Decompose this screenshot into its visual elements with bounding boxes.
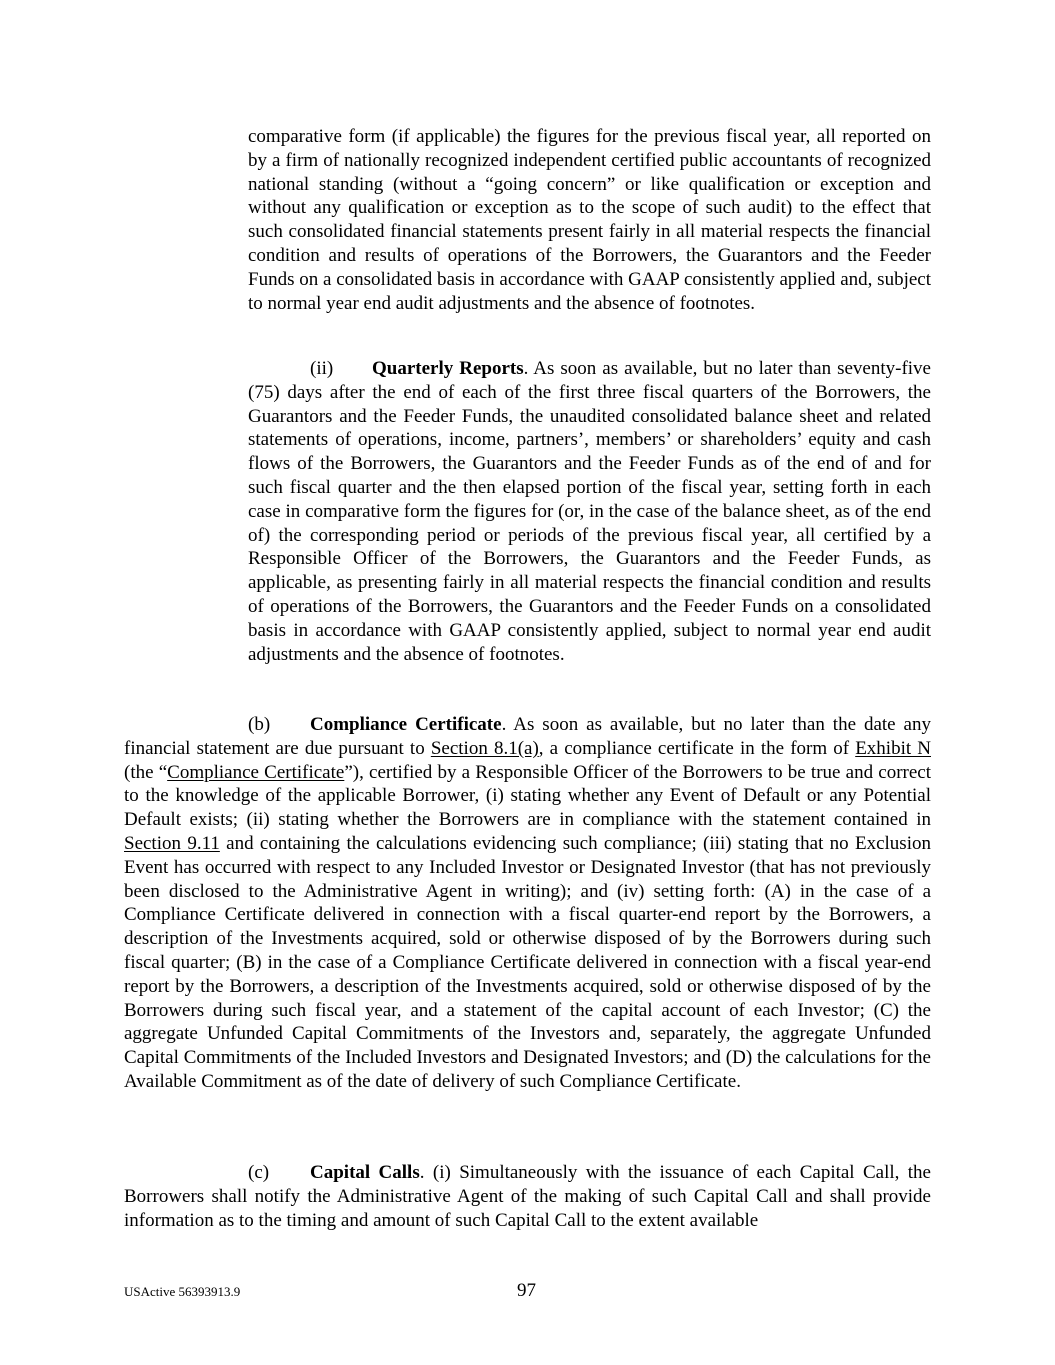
paragraph-compliance-certificate — [124, 713, 931, 1094]
section-9-11-reference: Section 9.11 — [124, 832, 220, 854]
compliance-text-2: , a compliance certificate in the form of — [538, 737, 856, 759]
paragraph-continuation — [248, 125, 931, 315]
paragraph-continuation-text: comparative form (if applicable) the figures for the previous fiscal year, all reported on by a firm of nationally recognized independent certified public accountants of recognized national standing (without a “going concern” or like qualification or exception and without any qualification or exception as to the scope of such audit) to the effect that such consolidated financial statements present fairly in all material respects the financial condition and results of operations of the Borrowers, the Guarantors and the Feeder Funds on a consolidated basis in accordance with GAAP consistently applied and, subject to normal year end audit adjustments and the absence of footnotes. — [248, 126, 931, 314]
footer-page-number: 97 — [517, 1280, 536, 1301]
compliance-text-5: and containing the calculations evidencing such compliance; (iii) stating that no Exclusion Event has occurred with respect to any Included Investor or Designated Investor (that has not previously been disclosed to the Administrative Agent in writing); and (iv) setting forth: (A) in the case of a Compliance Certificate delivered in connection with a fiscal quarter-end report by the Borrowers, a description of the Investments acquired, sold or otherwise disposed of by the Borrowers during such fiscal quarter; (B) in the case of a Compliance Certificate delivered in connection with a fiscal year-end report by the Borrowers, a description of the Investments acquired, sold or otherwise disposed of by the Borrowers during such fiscal year, and a statement of the capital account of each Investor; (C) the aggregate Unfunded Capital Commitments of the Investors and, separately, the aggregate Unfunded Capital Commitments of the Included Investors and Designated Investors; and (D) the calculations for the Available Commitment as of the date of delivery of such Compliance Certificate. — [124, 832, 931, 1092]
exhibit-n-reference: Exhibit N — [855, 737, 931, 759]
quarterly-reports-text: . As soon as available, but no later than seventy-five (75) days after the end of each of the first three fiscal quarters of the Borrowers, the Guarantors and the Feeder Funds, the unaudited consolidated balance sheet and related statements of operations, income, partners’, members’ or shareholders’ equity and cash flows of the Borrowers, the Guarantors and the Feeder Funds as of the end of and for such fiscal quarter and the then elapsed portion of the fiscal year, setting forth in each case in comparative form the figures for (or, in the case of the balance sheet, as of the end of) the corresponding period or periods of the previous fiscal year, all certified by a Responsible Officer of the Borrowers, the Guarantors and the Feeder Funds, as applicable, as presenting fairly in all material respects the financial condition and results of operations of the Borrowers, the Guarantors and the Feeder Funds on a consolidated basis in accordance with GAAP consistently applied, subject to normal year end audit adjustments and the absence of footnotes. — [248, 358, 931, 665]
heading-quarterly-reports: Quarterly Reports — [372, 358, 524, 379]
footer-document-id: USActive 56393913.9 — [124, 1284, 241, 1299]
section-8-1-a-reference: Section 8.1(a) — [430, 737, 539, 759]
compliance-text-4: ”), certified by a Responsible Officer of the Borrowers to be true and correct to the knowledge of the applicable Borrower, (i) stating whether any Event of Default or any Potential Default exists; (ii) stating whether the Borrowers are in compliance with the statement contained in — [124, 761, 931, 831]
compliance-text-3: (the “ — [124, 761, 168, 783]
paragraph-quarterly-reports — [248, 357, 931, 666]
heading-capital-calls: Capital Calls — [310, 1162, 420, 1183]
compliance-certificate-defined-term: Compliance Certificate — [167, 761, 345, 783]
enumeration-b: (b) — [248, 714, 271, 735]
compliance-text-1: . As soon as available, but no later than the date any financial statement are due pursuant to — [124, 714, 931, 759]
paragraph-capital-calls — [124, 1161, 931, 1232]
capital-calls-text: . (i) Simultaneously with the issuance of each Capital Call, the Borrowers shall notify the Administrative Agent of the making of such Capital Call and shall provide information as to the timing and amount of such Capital Call to the extent available — [124, 1162, 931, 1231]
heading-compliance-certificate: Compliance Certificate — [310, 714, 502, 735]
enumeration-ii: (ii) — [310, 358, 334, 379]
enumeration-c: (c) — [248, 1162, 270, 1183]
